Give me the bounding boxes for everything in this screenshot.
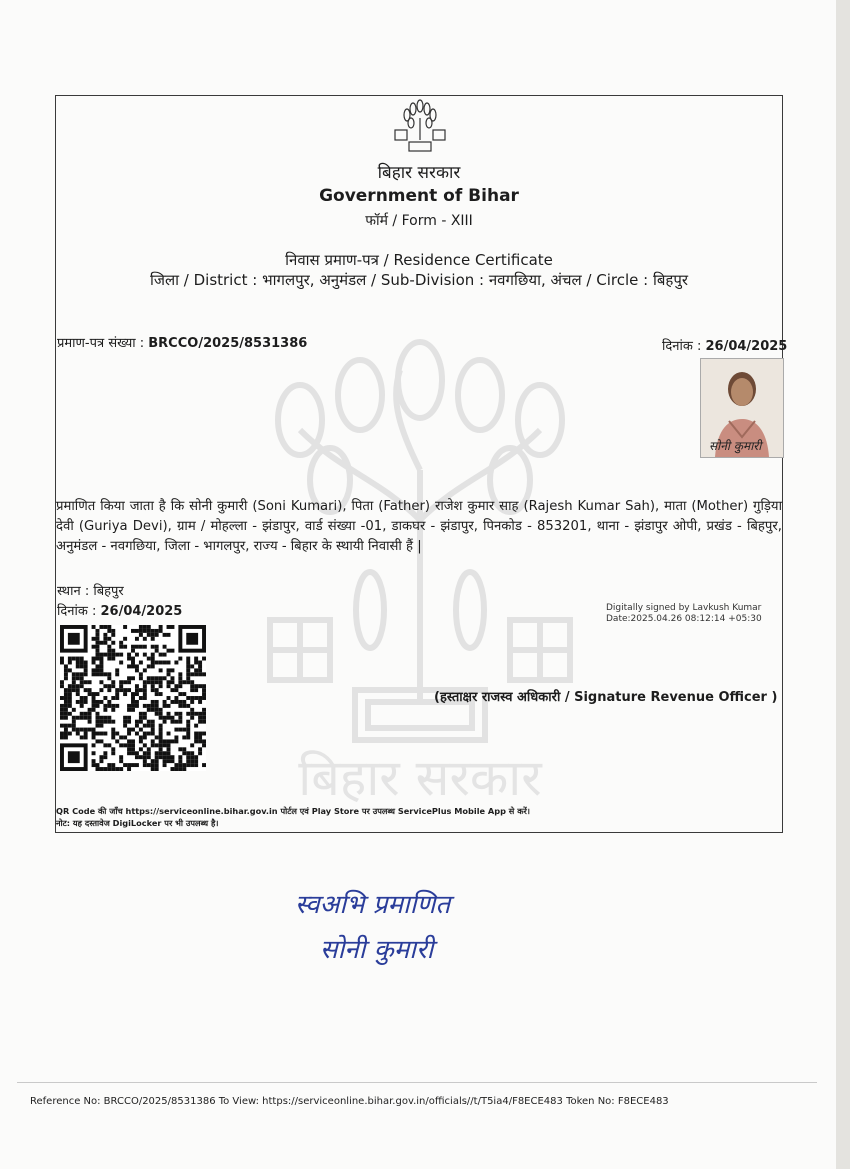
signature-revenue-officer: (हस्ताक्षर राजस्व अधिकारी / Signature Revenue Officer ) xyxy=(434,690,778,705)
subdivision-label: अनुमंडल / Sub-Division : xyxy=(319,271,489,289)
place-date-value: 26/04/2025 xyxy=(100,604,183,619)
subdivision-value: नवगछिया, xyxy=(488,271,551,289)
circle-value: बिहपुर xyxy=(652,271,689,289)
certificate-number xyxy=(57,333,307,351)
place xyxy=(57,581,124,599)
svg-text:बिहार सरकार: बिहार सरकार xyxy=(298,749,542,807)
govt-name-english: Government of Bihar xyxy=(319,186,519,206)
form-number: फॉर्म / Form - XIII xyxy=(365,213,473,229)
page-edge xyxy=(836,0,850,1169)
certificate-body: प्रमाणित किया जाता है कि सोनी कुमारी (Soni Kumari), पिता (Father) राजेश कुमार साह (Rajesh Kumar Sah), माता (Mother) गुड़िया देवी (Guriya Devi), ग्राम / मोहल्ला - झंडापुर, वार्ड संख्या -01, डाकघर - झंडापुर, पिनकोड - 853201, थाना - झंडापुर ओपी, प्रखंड - बिहपुर, अनुमंडल - नवगछिया, जिला - भागलपुर, राज्य - बिहार के स्थायी निवासी हैं | xyxy=(56,499,782,554)
circle-label: अंचल / Circle : xyxy=(550,271,653,289)
bihar-emblem-icon xyxy=(389,96,451,154)
issue-date-label: दिनांक : xyxy=(662,339,706,354)
qr-code[interactable] xyxy=(60,625,206,771)
photo-signature: सोनी कुमारी xyxy=(709,439,762,453)
district-value: भागलपुर, xyxy=(262,271,320,289)
handwritten-signature: सोनी कुमारी xyxy=(320,935,434,965)
district-label: जिला / District : xyxy=(149,271,263,289)
govt-name-hindi: बिहार सरकार xyxy=(377,163,461,183)
place-date xyxy=(57,601,182,619)
place-date-label: दिनांक : xyxy=(57,604,101,619)
district-line xyxy=(55,270,783,290)
certificate-number-value: BRCCO/2025/8531386 xyxy=(148,336,308,351)
certificate-number-label: प्रमाण-पत्र संख्या : xyxy=(57,336,149,351)
issue-date-value: 26/04/2025 xyxy=(705,339,788,354)
digilocker-note: नोट: यह दस्तावेज DigiLocker पर भी उपलब्ध है। xyxy=(56,818,219,828)
footer-divider xyxy=(17,1082,817,1083)
digital-signature xyxy=(606,603,762,625)
place-label: स्थान : xyxy=(57,584,94,599)
place-value: बिहपुर xyxy=(93,584,124,599)
certificate-title: निवास प्रमाण-पत्र / Residence Certificate xyxy=(285,251,553,269)
digital-signature-signer: Digitally signed by Lavkush Kumar xyxy=(606,603,762,613)
reference-footer: Reference No: BRCCO/2025/8531386 To View: https://serviceonline.bihar.gov.in/officials//t/T5ia4/F8ECE483 Token No: F8ECE483 xyxy=(30,1096,669,1107)
issue-date xyxy=(662,336,787,354)
applicant-photo xyxy=(700,358,784,458)
qr-verification-note: QR Code की जाँच https://serviceonline.bihar.gov.in पोर्टल एवं Play Store पर उपलब्ध ServicePlus Mobile App से करें। xyxy=(56,806,530,816)
handwritten-self-attested: स्वअभि प्रमाणित xyxy=(295,890,451,920)
digital-signature-date: Date:2025.04.26 08:12:14 +05:30 xyxy=(606,614,762,624)
